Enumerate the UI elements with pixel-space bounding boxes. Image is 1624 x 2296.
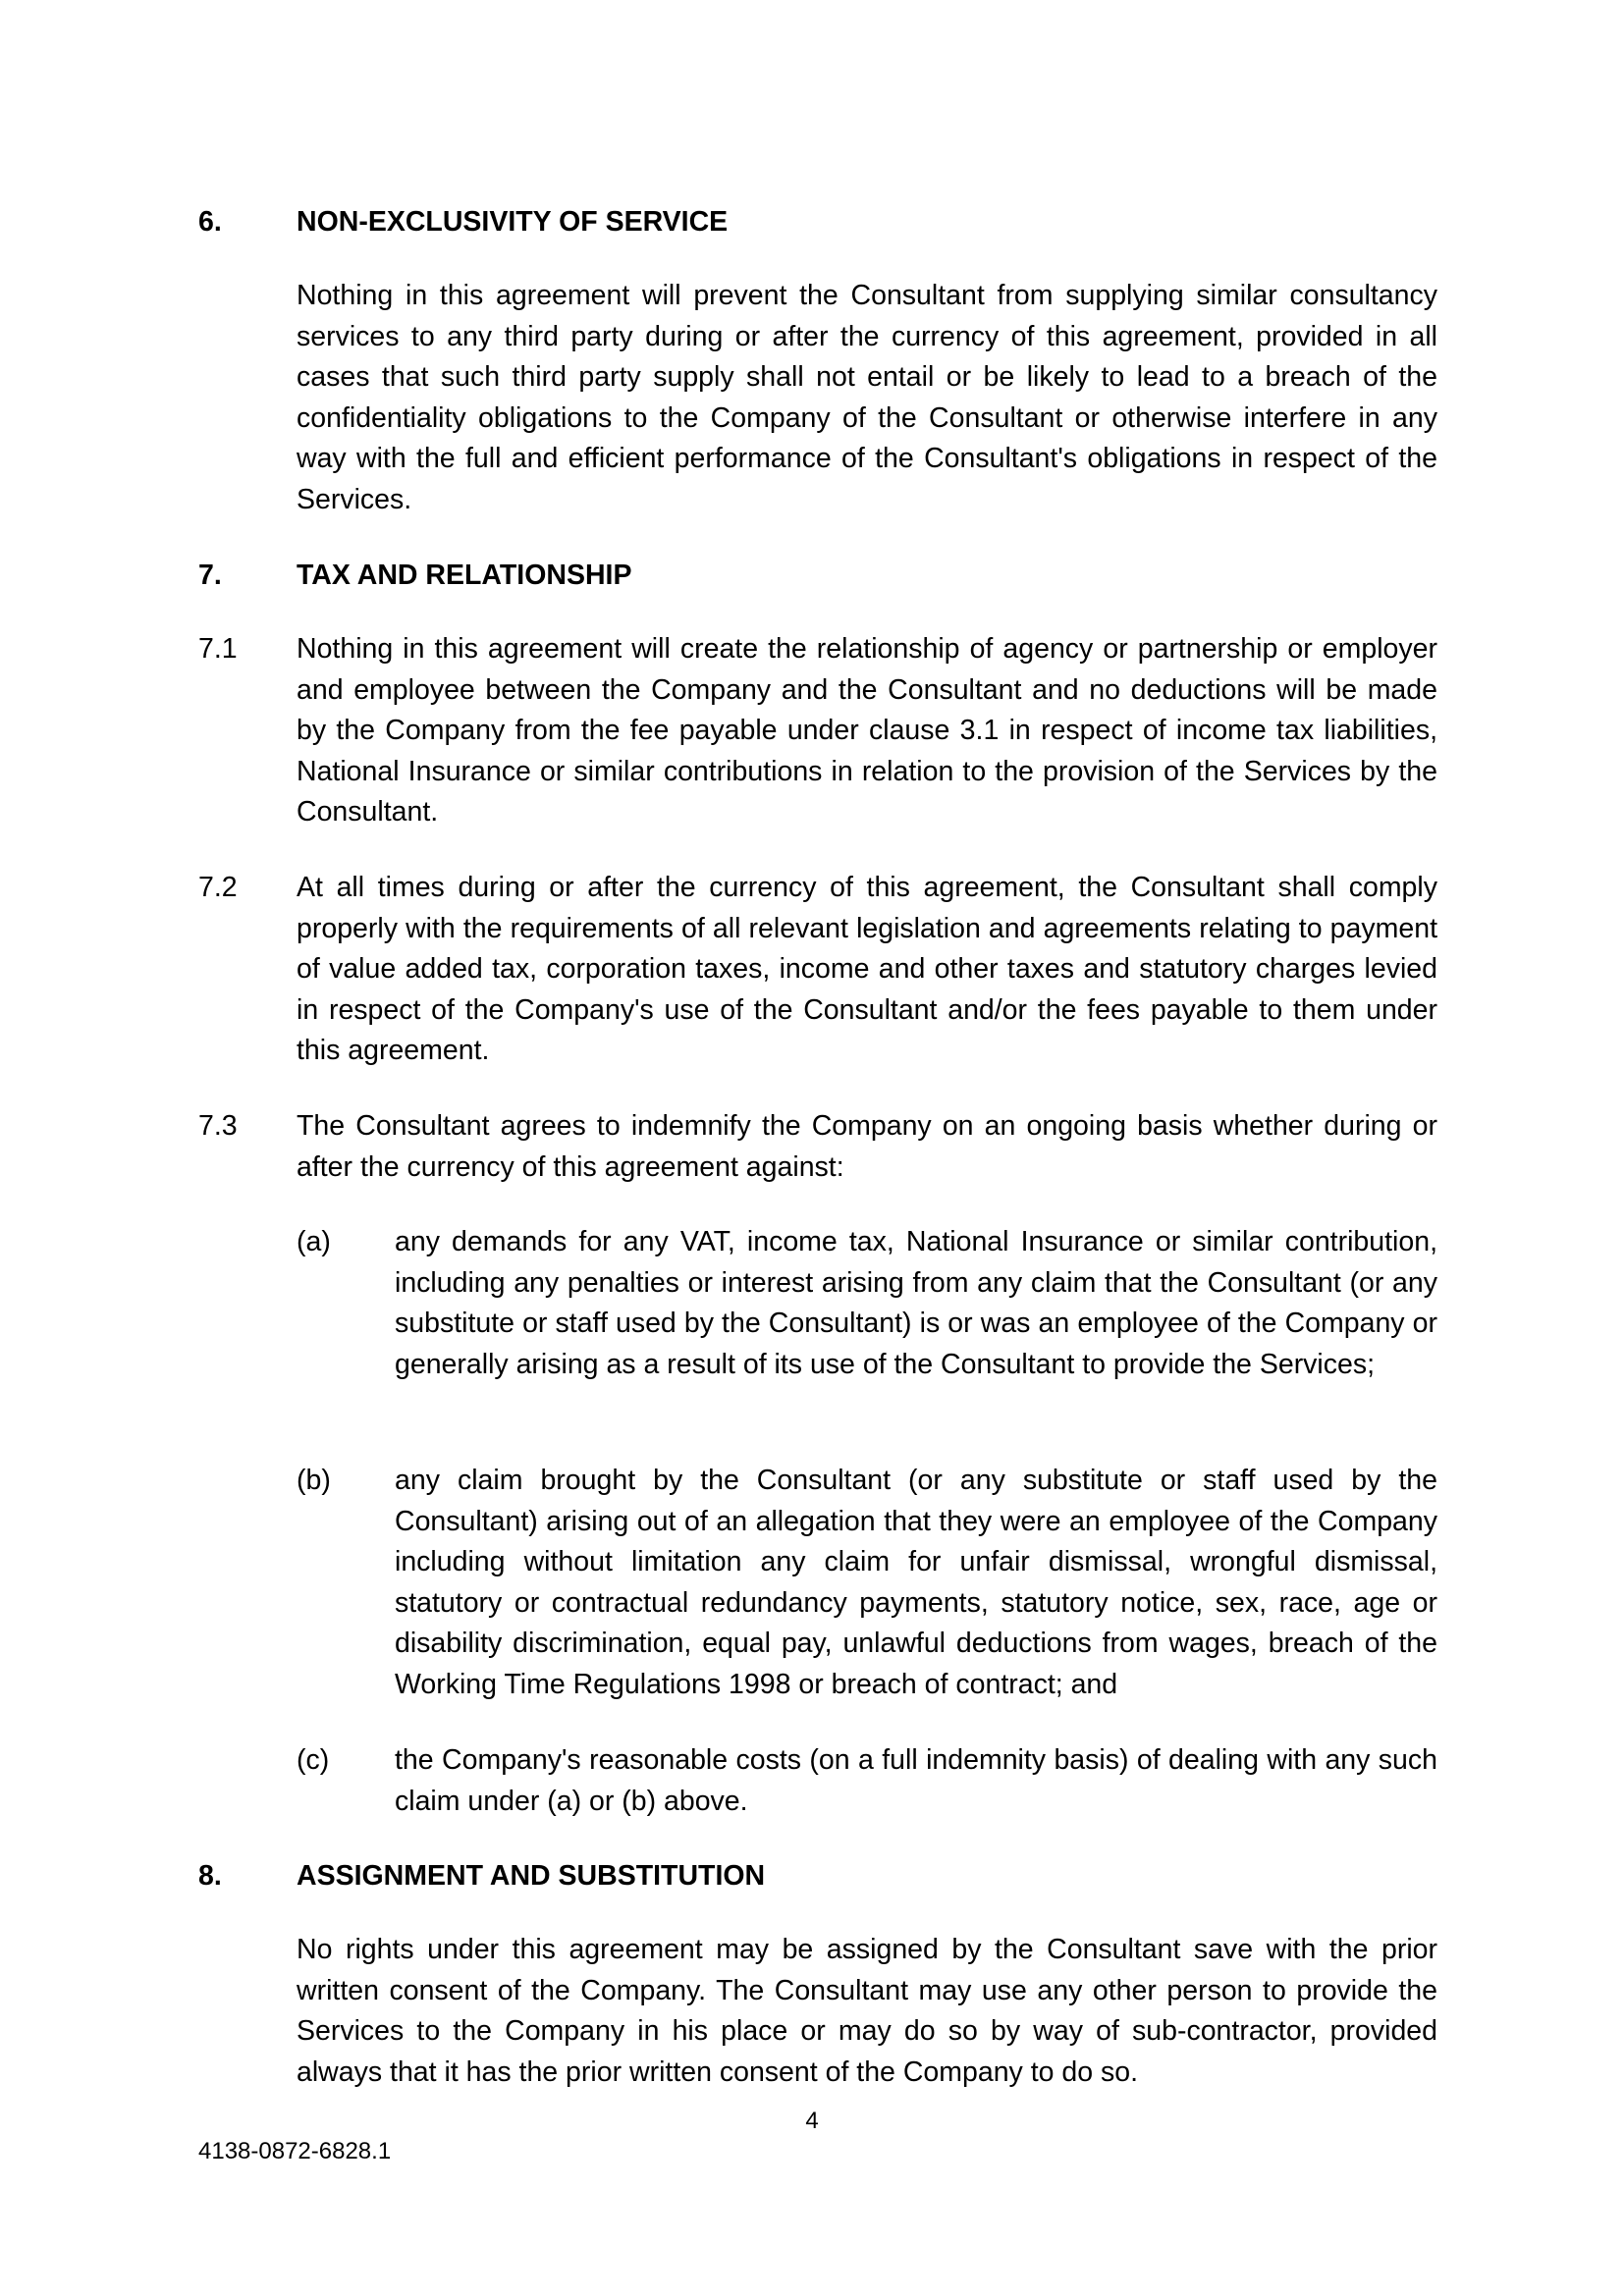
- subclause-text: any claim brought by the Consultant (or any substitute or staff used by the Consultant) arising out of an allegation that they were an employee of the Company including without limitation any claim for unfair dismissal, wrongful dismissal, statutory or contractual redundancy payments, statutory notice, sex, race, age or disability discrimination, equal pay, unlawful deductions from wages, breach of the Working Time Regulations 1998 or breach of contract; and: [395, 1465, 1437, 1700]
- document-reference: 4138-0872-6828.1: [198, 2138, 392, 2164]
- clause-number: 7.3: [198, 1110, 238, 1142]
- section-title: ASSIGNMENT AND SUBSTITUTION: [297, 1860, 766, 1892]
- page-number: 4: [805, 2108, 819, 2134]
- section-number: 7.: [198, 560, 222, 591]
- clause-text: At all times during or after the currency of this agreement, the Consultant shall comply properly with the requirements of all relevant legislation and agreements relating to payment of value added tax, corporation taxes, income and other taxes and statutory charges levied in respect of the Company's use of the Consultant and/or the fees payable to them under this agreement.: [297, 872, 1437, 1067]
- section-title: TAX AND RELATIONSHIP: [297, 560, 632, 591]
- section-title: NON-EXCLUSIVITY OF SERVICE: [297, 206, 729, 238]
- clause-number: 7.1: [198, 633, 238, 665]
- subclause-text: any demands for any VAT, income tax, National Insurance or similar contribution, including any penalties or interest arising from any claim that the Consultant (or any substitute or staff used by the Consultant) is or was an employee of the Company or generally arising as a result of its use of the Consultant to provide the Services;: [395, 1226, 1437, 1380]
- clause-text: Nothing in this agreement will create the relationship of agency or partnership or employer and employee between the Company and the Consultant and no deductions will be made by the Company from the fee payable under clause 3.1 in respect of income tax liabilities, National Insurance or similar contributions in relation to the provision of the Services by the Consultant.: [297, 633, 1437, 828]
- subclause-label: (c): [297, 1744, 330, 1776]
- clause-text: The Consultant agrees to indemnify the Company on an ongoing basis whether during or after the currency of this agreement against:: [297, 1110, 1437, 1183]
- subclause-label: (b): [297, 1465, 331, 1496]
- clause-number: 7.2: [198, 872, 238, 903]
- section-8-body: No rights under this agreement may be assigned by the Consultant save with the prior written consent of the Company. The Consultant may use any other person to provide the Services to the Company in his place or may do so by way of sub-contractor, provided always that it has the prior written consent of the Company to do so.: [297, 1934, 1437, 2088]
- section-number: 8.: [198, 1860, 222, 1892]
- subclause-text: the Company's reasonable costs (on a full indemnity basis) of dealing with any such claim under (a) or (b) above.: [395, 1744, 1437, 1817]
- section-6-body: Nothing in this agreement will prevent the Consultant from supplying similar consultancy services to any third party during or after the currency of this agreement, provided in all cases that such third party supply shall not entail or be likely to lead to a breach of the confidentiality obligations to the Company of the Consultant or otherwise interfere in any way with the full and efficient performance of the Consultant's obligations in respect of the Services.: [297, 280, 1437, 515]
- section-number: 6.: [198, 206, 222, 238]
- subclause-label: (a): [297, 1226, 331, 1257]
